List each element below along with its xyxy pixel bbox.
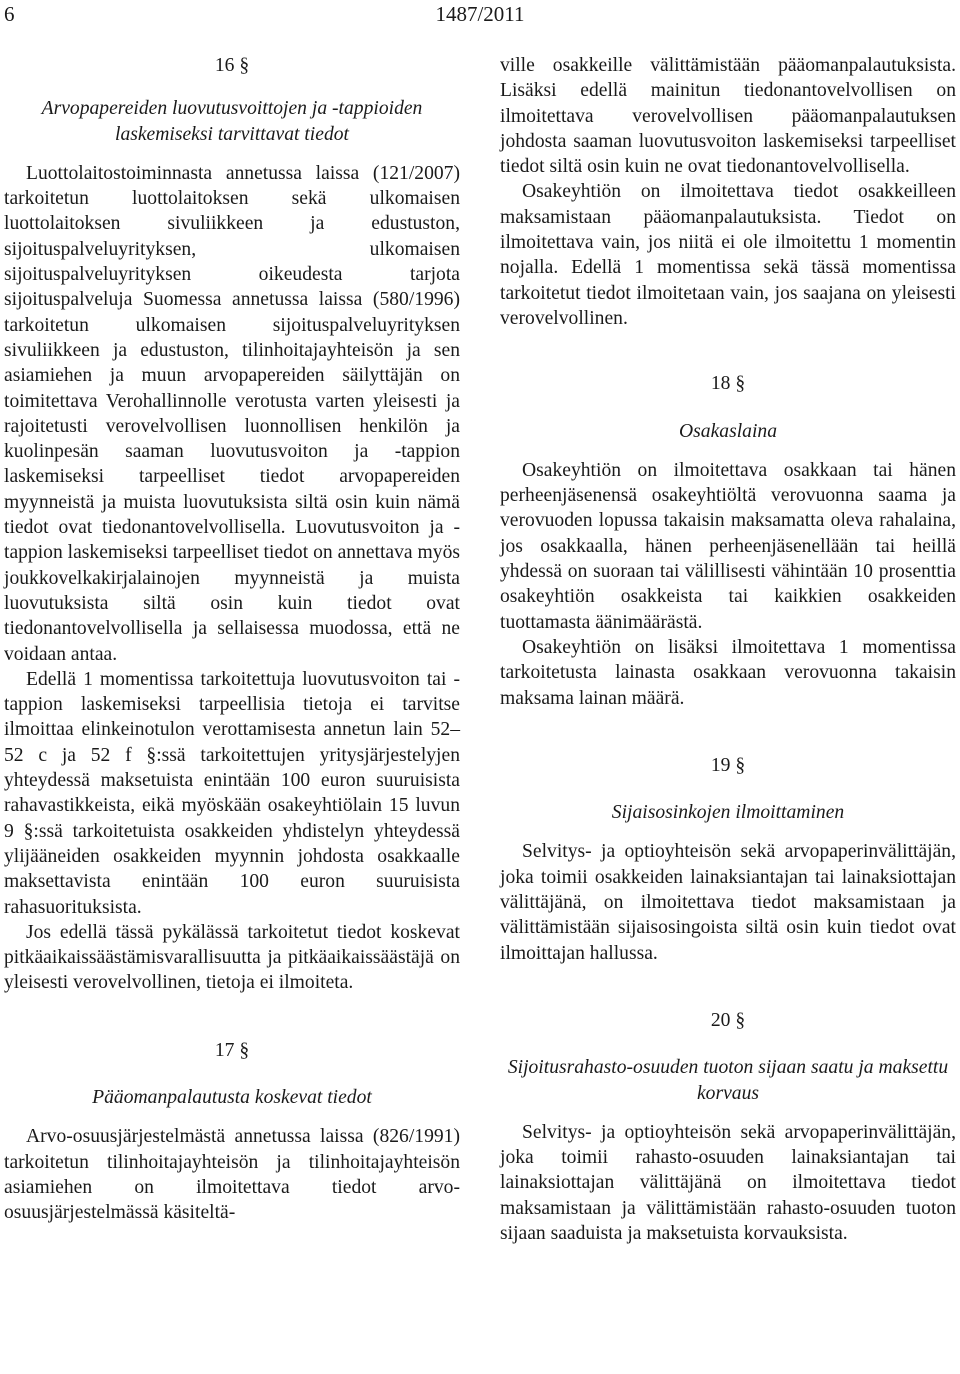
- section-18-paragraph-2: Osakeyhtiön on lisäksi ilmoitettava 1 momentissa tarkoitetusta lainasta osakkaan verovuonna takaisin maksama lainan määrä.: [500, 636, 956, 709]
- section-17-paragraph-1-start: Arvo-osuusjärjestelmästä annetussa laissa (826/1991) tarkoitetun tilinhoitajayhteisön ja tilinhoitajayhteisön asiamiehen on ilmoitettava tiedot arvo-osuusjärjestelmässä käsiteltä-: [4, 1126, 460, 1224]
- section-16-title: Arvopapereiden luovutusvoittojen ja -tappioiden laskemiseksi tarvittavat tiedot: [41, 98, 423, 145]
- page-number: 6: [4, 2, 15, 26]
- section-16-paragraph-3: Jos edellä tässä pykälässä tarkoitetut tiedot koskevat pitkäaikaissäästämisvarallisuutta ja pitkäaikaissäästäjä on yleisesti verovelvollinen, tietoja ei ilmoiteta.: [4, 921, 460, 994]
- section-18-title: Osakaslaina: [679, 420, 777, 442]
- document-number: 1487/2011: [435, 2, 525, 26]
- page-header: [0, 2, 960, 28]
- section-17-paragraph-1-continued: ville osakkeille välittämistään pääomanpalautuksista. Lisäksi edellä mainitun tiedonantovelvollisen on ilmoitettava verovelvollisen pääomanpalautuksen johdosta saaman luovutusvoiton laskemiseksi tarpeelliset tiedot siltä osin kuin ne ovat tiedonantovelvollisella.: [500, 55, 956, 178]
- section-18-number: 18 §: [710, 373, 746, 395]
- section-17-paragraph-2: Osakeyhtiön on ilmoitettava tiedot osakkeilleen maksamistaan pääomanpalautuksista. Tiedot on ilmoitettava vain, jos niitä ei ole ilmoitettu 1 momentin nojalla. Edellä 1 momentissa sekä tässä momentissa tarkoitetut tiedot ilmoitetaan vain, jos saajana on yleisesti verovelvollinen.: [500, 181, 956, 329]
- right-column: [500, 53, 956, 1246]
- section-19-title: Sijaisosinkojen ilmoittaminen: [611, 802, 845, 824]
- section-16-number: 16 §: [214, 55, 250, 76]
- section-19-number: 19 §: [710, 754, 746, 776]
- section-16-paragraph-2: Edellä 1 momentissa tarkoitettuja luovutusvoiton tai -tappion laskemiseksi tarpeellisia tietoja ei tarvitse ilmoittaa elinkeinotulon verottamisesta annetun lain 52–52 c ja 52 f §:ssä tarkoitettujen yritysjärjestelyjen yhteydessä maksetuista enintään 100 euron suuruisista rahavastikkeista, eikä myöskään osakeyhtiölain 15 luvun 9 §:ssä tarkoitetuista osakkeiden yhdistelyn yhteydessä ylijääneiden osakkeiden myynnin johdosta osakkaalle maksettavista enintään 100 euron suuruisista rahasuorituksista.: [4, 668, 460, 918]
- section-20-title: Sijoitusrahasto-osuuden tuoton sijaan saatu ja maksettu korvaus: [507, 1057, 949, 1104]
- section-16-paragraph-1: Luottolaitostoiminnasta annetussa laissa (121/2007) tarkoitetun luottolaitoksen sekä ulkomaisen luottolaitoksen sivuliikkeen ja edustuston, sijoituspalveluyrityksen, ulkomaisen sijoituspalveluyrityksen oikeudesta tarjota sijoituspalveluja Suomessa annetussa laissa (580/1996) tarkoitetun ulkomaisen sijoituspalveluyrityksen sivuliikkeen ja edustuston, tilinhoitajayhteisön ja sen asiamiehen ja muun arvopapereiden säilyttäjän on toimitettava Verohallinnolle verotusta varten yleisesti ja rajoitetusti verovelvollisen luonnollisen henkilön ja kuolinpesän saaman luovutusvoiton ja -tappion laskemiseksi tarpeelliset tiedot arvopapereiden myynneistä ja muista luovutuksista siltä osin kuin nämä tiedot ovat tiedonantovelvollisella. Luovutusvoiton ja -tappion laskemiseksi tarpeelliset tiedot on annettava myös joukkovelkakirjalainojen myynneistä ja muista luovutuksista siltä osin kuin tiedot ovat tiedonantovelvollisella ja sellaisessa muodossa, että ne voidaan antaa.: [4, 162, 460, 665]
- section-17-number: 17 §: [214, 1039, 250, 1061]
- section-20-number: 20 §: [710, 1009, 746, 1031]
- left-column: [4, 53, 460, 1225]
- section-17-title: Pääomanpalautusta koskevat tiedot: [92, 1086, 372, 1108]
- section-19-paragraph-1: Selvitys- ja optioyhteisön sekä arvopaperinvälittäjän, joka toimii osakkeiden lainaksiantajan tai lainaksiottajan välittäjänä, on ilmoitettava tiedot maksamistaan ja välittämistään sijaisosingoista siltä osin kuin tiedot ovat ilmoittajan hallussa.: [500, 841, 956, 964]
- section-20-paragraph-1: Selvitys- ja optioyhteisön sekä arvopaperinvälittäjän, joka toimii rahasto-osuuden lainaksiantajan tai lainaksiottajan välittäjänä on ilmoitettava tiedot maksamistaan ja välittämistään rahasto-osuuden tuoton sijaan saaduista ja maksetuista korvauksista.: [500, 1121, 956, 1244]
- section-18-paragraph-1: Osakeyhtiön on ilmoitettava osakkaan tai hänen perheenjäsenensä osakeyhtiöltä verovuonna saama ja verovuoden lopussa takaisin maksamatta oleva rahalaina, jos osakkaalla, hänen perheenjäsenellään tai heillä yhdessä on suoraan tai välillisesti vähintään 10 prosenttia osakeyhtiön osakkeista tai kaikkien osakkeiden tuottamasta äänimäärästä.: [500, 459, 956, 633]
